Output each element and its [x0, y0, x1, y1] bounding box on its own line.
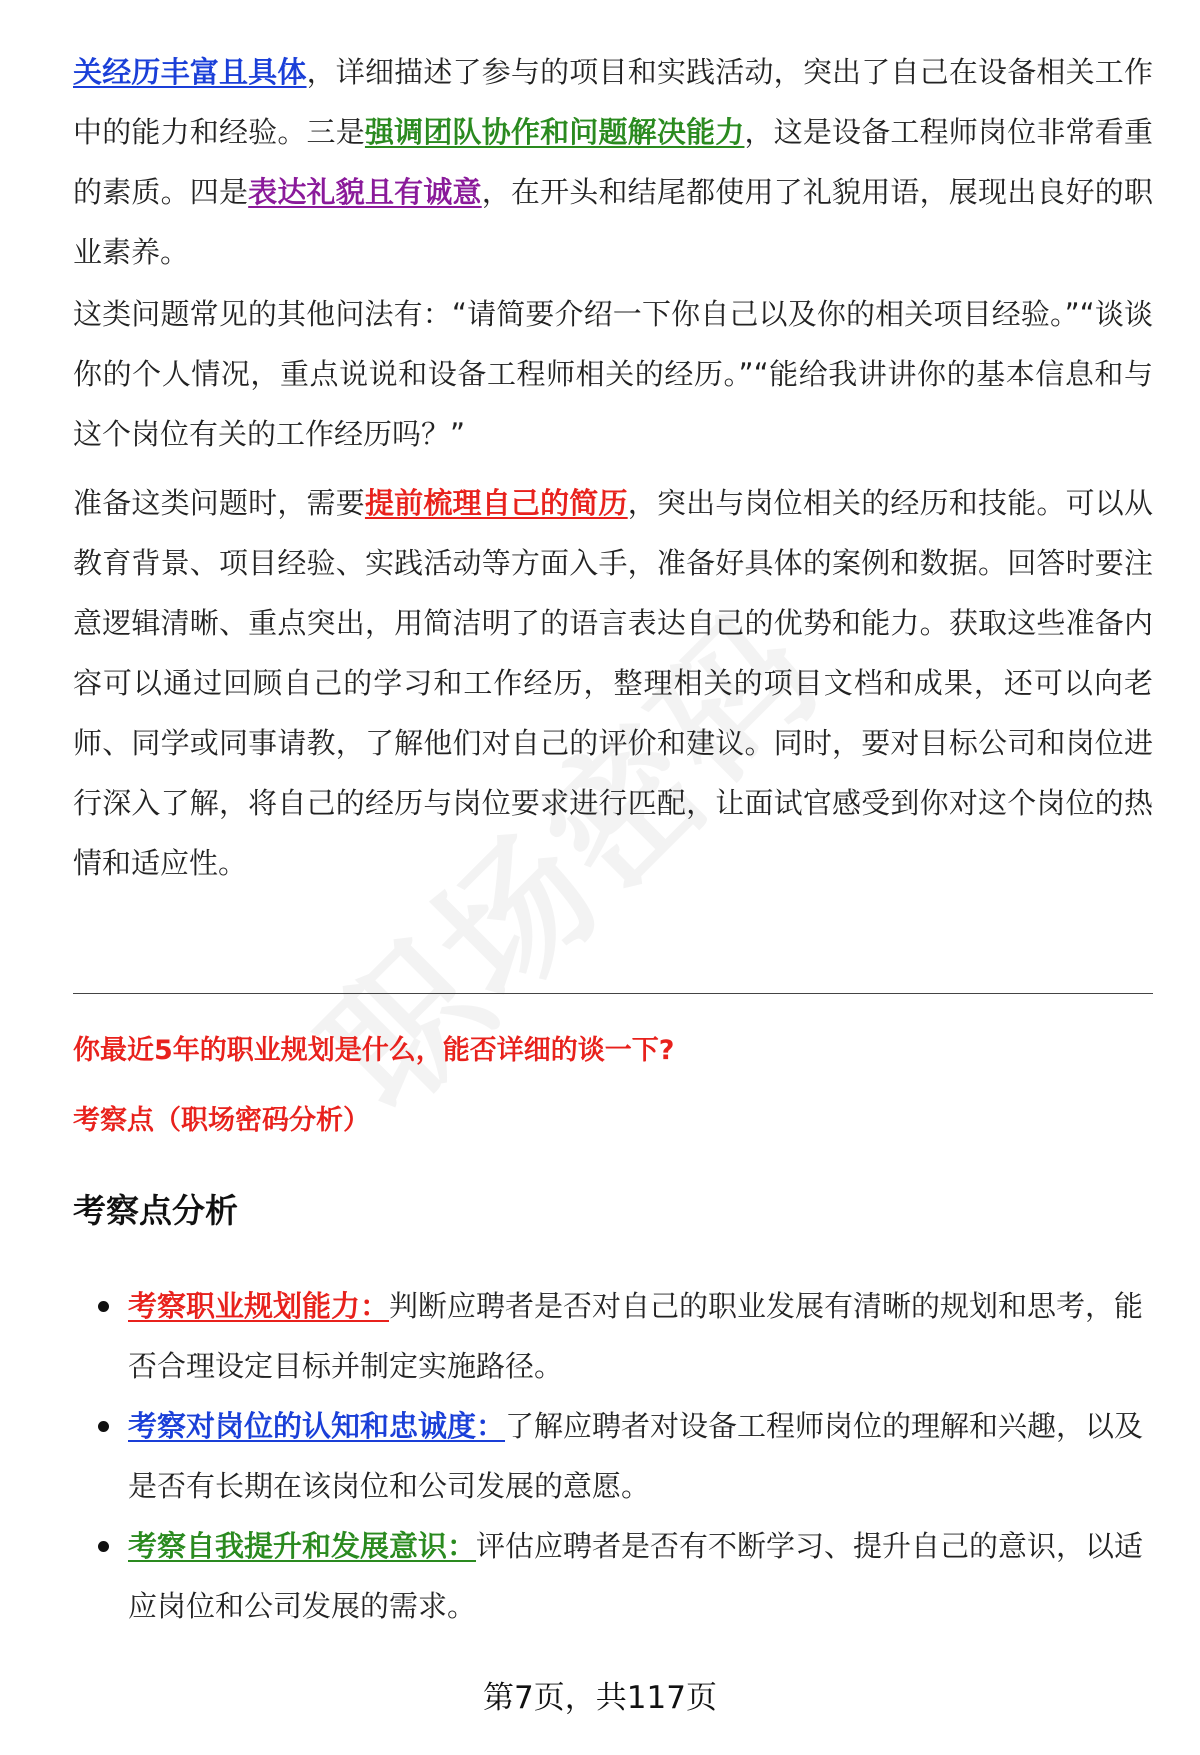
highlight-teamwork: 强调团队协作和问题解决能力: [364, 115, 745, 149]
paragraph-text: 准备这类问题时，需要: [73, 486, 365, 520]
analysis-list: [73, 1276, 1153, 1636]
paragraph-text: ，在开头和结尾都使用了礼貌用语，展现出良好的职业素养。: [73, 175, 1153, 269]
item-label: 考察职业规划能力：: [128, 1289, 390, 1323]
item-text: 评估应聘者是否有不断学习、提升自己的意识，以适应岗位和公司发展的需求。: [128, 1529, 1144, 1623]
list-item: [73, 1276, 1153, 1396]
highlight-experience: 关经历丰富且具体: [73, 55, 307, 89]
highlight-politeness: 表达礼貌且有诚意: [248, 175, 482, 209]
bullet-icon: [98, 1421, 109, 1432]
section-divider: [73, 993, 1153, 994]
paragraph-preparation: [73, 473, 1153, 893]
paragraph-answer-summary: [73, 42, 1153, 282]
analysis-heading: 考察点分析: [73, 1191, 238, 1230]
paragraph-text: ，详细描述了参与的项目和实践活动，突出了自己在设备相关工作中的能力和经验。三是: [73, 55, 1153, 149]
highlight-resume: 提前梳理自己的简历: [364, 486, 628, 520]
question-title: 你最近5年的职业规划是什么，能否详细的谈一下?: [73, 1035, 675, 1066]
item-label: 考察对岗位的认知和忠诚度：: [128, 1409, 506, 1443]
list-item: [73, 1396, 1153, 1516]
paragraph-alternative-questions: [73, 284, 1153, 464]
paragraph-text: ，突出与岗位相关的经历和技能。可以从教育背景、项目经验、实践活动等方面入手，准备好具体的案例和数据。回答时要注意逻辑清晰、重点突出，用简洁明了的语言表达自己的优势和能力。获取这些准备内容可以通过回顾自己的学习和工作经历，整理相关的项目文档和成果，还可以向老师、同学或同事请教，了解他们对自己的评价和建议。同时，要对目标公司和岗位进行深入了解，将自己的经历与岗位要求进行匹配，让面试官感受到你对这个岗位的热情和适应性。: [73, 486, 1153, 880]
question-subtitle: 考察点（职场密码分析）: [73, 1105, 370, 1136]
item-label: 考察自我提升和发展意识：: [128, 1529, 477, 1563]
item-text: 判断应聘者是否对自己的职业发展有清晰的规划和思考，能否合理设定目标并制定实施路径。: [128, 1289, 1144, 1383]
item-text: 了解应聘者对设备工程师岗位的理解和兴趣，以及是否有长期在该岗位和公司发展的意愿。: [128, 1409, 1144, 1503]
page-number: 第7页，共117页: [483, 1680, 717, 1716]
list-item: [73, 1516, 1153, 1636]
paragraph-text: ，这是设备工程师岗位非常看重的素质。四是: [73, 115, 1153, 209]
bullet-icon: [98, 1301, 109, 1312]
bullet-icon: [98, 1541, 109, 1552]
paragraph-text: 这类问题常见的其他问法有：“请简要介绍一下你自己以及你的相关项目经验。”“谈谈你的个人情况，重点说说和设备工程师相关的经历。”“能给我讲讲你的基本信息和与这个岗位有关的工作经历吗？”: [73, 297, 1153, 451]
